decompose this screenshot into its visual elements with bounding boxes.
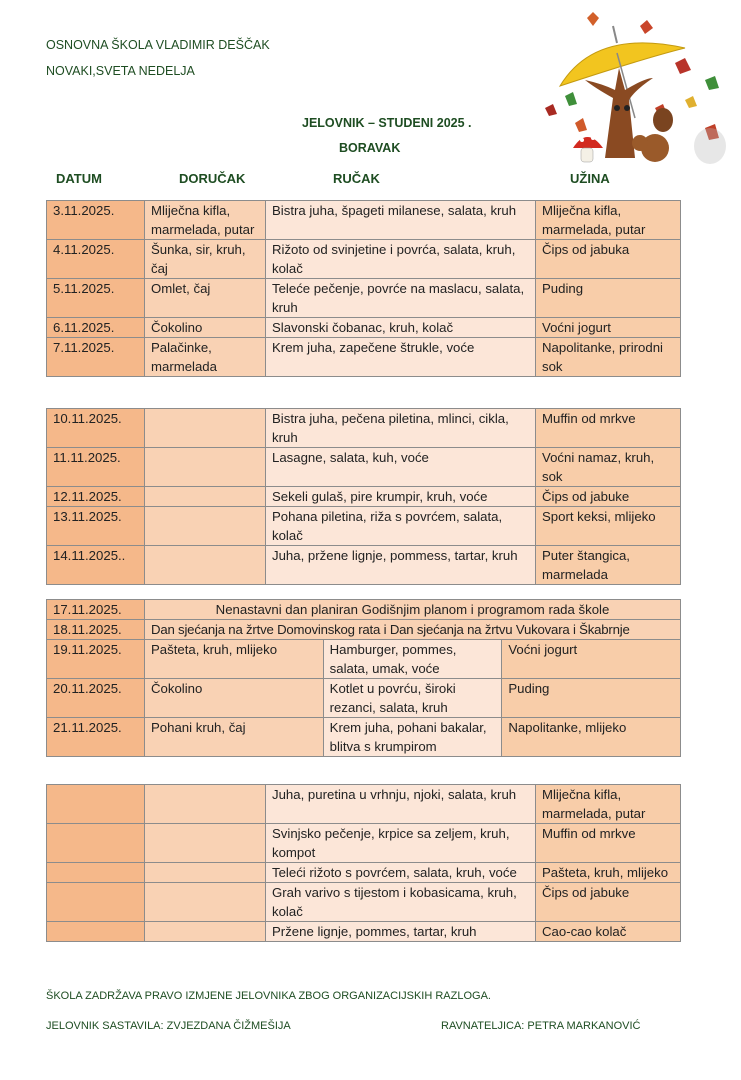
table-row	[47, 409, 681, 448]
lunch-cell: Kotlet u povrću, široki rezanci, salata, kruh	[323, 679, 502, 718]
week-1-table	[46, 200, 681, 377]
column-header-breakfast: DORUČAK	[179, 171, 246, 186]
table-row	[47, 546, 681, 585]
lunch-cell: Krem juha, zapečene štrukle, voće	[266, 338, 536, 377]
breakfast-cell	[145, 546, 266, 585]
lunch-cell: Juha, puretina u vrhnju, njoki, salata, kruh	[266, 785, 536, 824]
snack-cell: Pašteta, kruh, mlijeko	[536, 863, 681, 883]
snack-cell: Puter štangica, marmelada	[536, 546, 681, 585]
date-cell: 21.11.2025.	[47, 718, 145, 757]
date-cell: 5.11.2025.	[47, 279, 145, 318]
lunch-cell: Lasagne, salata, kuh, voće	[266, 448, 536, 487]
table-row	[47, 922, 681, 942]
menu-title: JELOVNIK – STUDENI 2025 .	[302, 116, 472, 130]
breakfast-cell: Pohani kruh, čaj	[145, 718, 324, 757]
table-row	[47, 318, 681, 338]
menu-subtitle: BORAVAK	[339, 141, 401, 155]
table-row	[47, 279, 681, 318]
school-address: NOVAKI,SVETA NEDELJA	[46, 64, 195, 78]
snack-cell: Voćni jogurt	[502, 640, 681, 679]
lunch-cell: Grah varivo s tijestom i kobasicama, kruh, kolač	[266, 883, 536, 922]
snack-cell: Čips od jabuka	[536, 240, 681, 279]
date-cell	[47, 863, 145, 883]
date-cell: 7.11.2025.	[47, 338, 145, 377]
breakfast-cell: Šunka, sir, kruh, čaj	[145, 240, 266, 279]
lunch-cell: Krem juha, pohani bakalar, blitva s krumpirom	[323, 718, 502, 757]
breakfast-cell: Palačinke, marmelada	[145, 338, 266, 377]
snack-cell: Čips od jabuke	[536, 487, 681, 507]
breakfast-cell	[145, 487, 266, 507]
breakfast-cell: Omlet, čaj	[145, 279, 266, 318]
lunch-cell: Rižoto od svinjetine i povrća, salata, kruh, kolač	[266, 240, 536, 279]
special-day-row	[47, 600, 681, 620]
snack-cell: Puding	[536, 279, 681, 318]
breakfast-cell	[145, 409, 266, 448]
breakfast-cell	[145, 785, 266, 824]
snack-cell: Muffin od mrkve	[536, 824, 681, 863]
date-cell: 17.11.2025.	[47, 600, 145, 620]
date-cell: 10.11.2025.	[47, 409, 145, 448]
lunch-cell: Hamburger, pommes, salata, umak, voće	[323, 640, 502, 679]
snack-cell: Cao-cao kolač	[536, 922, 681, 942]
breakfast-cell: Čokolino	[145, 679, 324, 718]
mushroom-icon	[573, 136, 603, 162]
breakfast-cell: Pašteta, kruh, mlijeko	[145, 640, 324, 679]
column-header-lunch: RUČAK	[333, 171, 380, 186]
column-header-snack: UŽINA	[570, 171, 610, 186]
lunch-cell: Slavonski čobanac, kruh, kolač	[266, 318, 536, 338]
table-row	[47, 240, 681, 279]
lunch-cell: Teleće pečenje, povrće na maslacu, salata, kruh	[266, 279, 536, 318]
snack-cell: Napolitanke, prirodni sok	[536, 338, 681, 377]
snack-cell: Sport keksi, mlijeko	[536, 507, 681, 546]
date-cell	[47, 824, 145, 863]
table-row	[47, 883, 681, 922]
table-row	[47, 679, 681, 718]
lunch-cell: Svinjsko pečenje, krpice sa zeljem, kruh, kompot	[266, 824, 536, 863]
table-row	[47, 718, 681, 757]
lunch-cell: Teleći rižoto s povrćem, salata, kruh, voće	[266, 863, 536, 883]
week-3-table	[46, 599, 681, 757]
table-row	[47, 487, 681, 507]
date-cell	[47, 883, 145, 922]
lunch-cell: Sekeli gulaš, pire krumpir, kruh, voće	[266, 487, 536, 507]
special-day-row	[47, 620, 681, 640]
lunch-cell: Juha, pržene lignje, pommess, tartar, kruh	[266, 546, 536, 585]
date-cell: 3.11.2025.	[47, 201, 145, 240]
snack-cell: Puding	[502, 679, 681, 718]
disclaimer-text: ŠKOLA ZADRŽAVA PRAVO IZMJENE JELOVNIKA ZBOG ORGANIZACIJSKIH RAZLOGA.	[46, 990, 491, 1002]
week-4-table	[46, 784, 681, 942]
date-cell: 20.11.2025.	[47, 679, 145, 718]
date-cell: 6.11.2025.	[47, 318, 145, 338]
breakfast-cell	[145, 863, 266, 883]
snack-cell: Napolitanke, mlijeko	[502, 718, 681, 757]
school-name: OSNOVNA ŠKOLA VLADIMIR DEŠČAK	[46, 38, 270, 52]
table-row	[47, 863, 681, 883]
breakfast-cell	[145, 507, 266, 546]
special-day-note: Dan sjećanja na žrtve Domovinskog rata i Dan sjećanja na žrtvu Vukovara i Škabrnje	[145, 620, 681, 640]
special-day-note: Nenastavni dan planiran Godišnjim planom i programom rada škole	[145, 600, 681, 620]
date-cell: 4.11.2025.	[47, 240, 145, 279]
date-cell: 18.11.2025.	[47, 620, 145, 640]
compiled-by-text: JELOVNIK SASTAVILA: ZVJEZDANA ČIŽMEŠIJA	[46, 1020, 291, 1032]
ladybug-icon	[694, 128, 726, 164]
date-cell: 13.11.2025.	[47, 507, 145, 546]
table-row	[47, 824, 681, 863]
table-row	[47, 640, 681, 679]
table-row	[47, 338, 681, 377]
autumn-tree-umbrella-illustration	[535, 8, 735, 168]
breakfast-cell	[145, 922, 266, 942]
column-header-date: DATUM	[56, 171, 102, 186]
table-row	[47, 507, 681, 546]
table-row	[47, 201, 681, 240]
lunch-cell: Pohana piletina, riža s povrćem, salata, kolač	[266, 507, 536, 546]
snack-cell: Mliječna kifla, marmelada, putar	[536, 785, 681, 824]
week-2-table	[46, 408, 681, 585]
snack-cell: Voćni namaz, kruh, sok	[536, 448, 681, 487]
breakfast-cell	[145, 883, 266, 922]
lunch-cell: Pržene lignje, pommes, tartar, kruh	[266, 922, 536, 942]
breakfast-cell: Čokolino	[145, 318, 266, 338]
breakfast-cell: Mliječna kifla, marmelada, putar	[145, 201, 266, 240]
lunch-cell: Bistra juha, špageti milanese, salata, kruh	[266, 201, 536, 240]
squirrel-icon	[632, 108, 673, 162]
breakfast-cell	[145, 448, 266, 487]
date-cell	[47, 785, 145, 824]
date-cell: 11.11.2025.	[47, 448, 145, 487]
table-row	[47, 785, 681, 824]
date-cell: 19.11.2025.	[47, 640, 145, 679]
date-cell: 12.11.2025.	[47, 487, 145, 507]
snack-cell: Čips od jabuke	[536, 883, 681, 922]
date-cell: 14.11.2025..	[47, 546, 145, 585]
date-cell	[47, 922, 145, 942]
table-row	[47, 448, 681, 487]
snack-cell: Mliječna kifla, marmelada, putar	[536, 201, 681, 240]
breakfast-cell	[145, 824, 266, 863]
snack-cell: Voćni jogurt	[536, 318, 681, 338]
lunch-cell: Bistra juha, pečena piletina, mlinci, cikla, kruh	[266, 409, 536, 448]
snack-cell: Muffin od mrkve	[536, 409, 681, 448]
principal-text: RAVNATELJICA: PETRA MARKANOVIĆ	[441, 1020, 641, 1032]
